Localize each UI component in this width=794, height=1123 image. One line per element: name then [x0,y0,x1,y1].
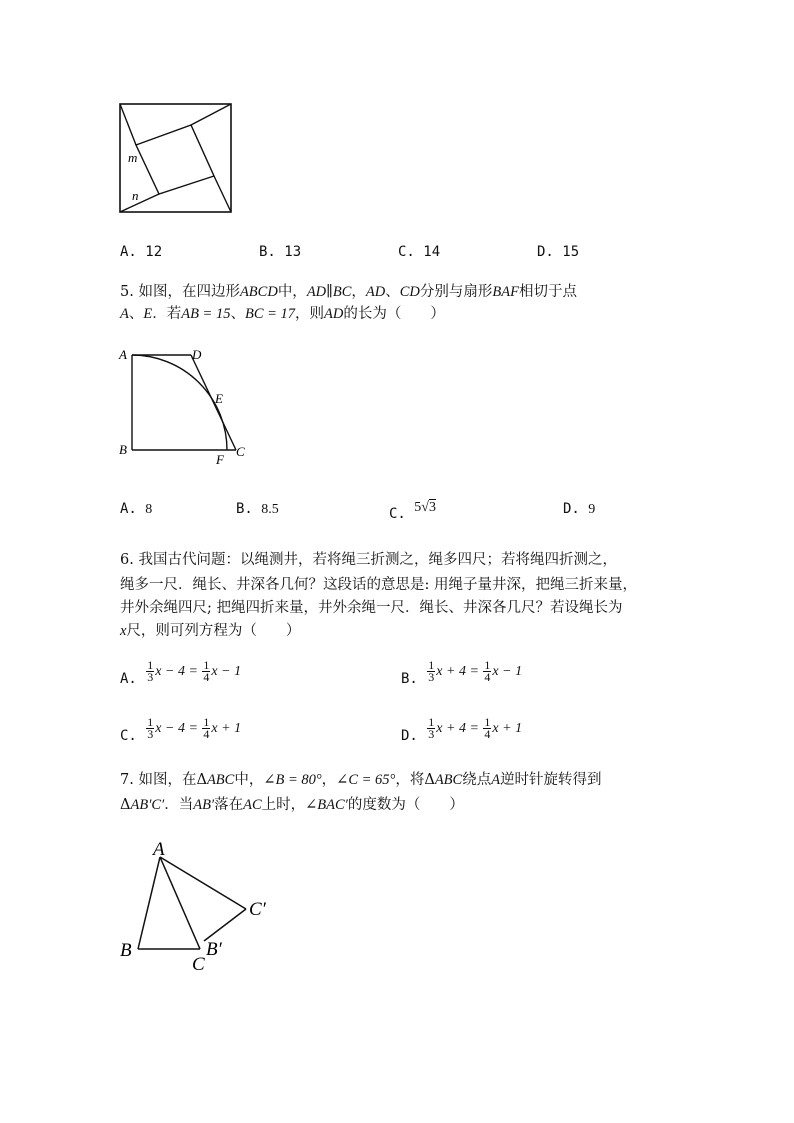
option-letter: A. [120,501,137,517]
numerator: 1 [203,658,210,672]
math: AC [243,797,262,813]
q6-option-a[interactable] [120,658,242,687]
math: BAF [492,284,519,300]
denominator: 3 [147,670,154,684]
numerator: 1 [203,715,210,729]
q6-option-c[interactable] [120,715,242,744]
text: Δ [196,772,207,788]
option-letter: D. [537,244,554,260]
expression: x + 1 [211,720,242,736]
q4-figure [115,98,240,218]
expression: x − 4 = [155,663,198,679]
question-number: 5. [120,284,134,300]
denominator: 3 [428,727,435,741]
text: 、 [385,284,400,300]
math: ABCD [239,284,278,300]
label-A: A [153,839,165,860]
numerator: 1 [428,658,435,672]
math: BC = 17 [244,306,296,322]
label-A: A [119,347,127,362]
q5-line-1 [120,281,577,303]
radicand: 3 [428,500,436,515]
expression: x − 4 = [155,720,198,736]
text: ．当 [164,797,194,813]
segment-1 [120,104,136,145]
math: E [143,306,153,322]
text: 7. 如图，在 [120,772,197,788]
denominator: 4 [203,727,210,741]
text: 落在 [214,797,244,813]
option-letter: D. [563,501,580,517]
label-m: m [128,150,138,165]
option-letter: B. [259,244,276,260]
math: AD∥BC [306,284,352,300]
segment-4 [120,194,159,212]
option-value: 15 [562,244,580,260]
option-letter: A. [120,670,137,687]
text: 的长为（ ） [343,306,445,322]
text: ，将 [395,772,425,788]
label-C: C [192,954,205,975]
numerator: 1 [147,658,154,672]
option-value: 14 [423,244,441,260]
option-value: 12 [145,244,163,260]
text: 如图，在四边形 [138,284,240,300]
math: ∠C = 65° [336,772,396,788]
q5-option-a[interactable] [120,501,152,518]
expression: x + 1 [492,720,523,736]
text: 上时， [261,797,306,813]
math: AD [365,284,386,300]
denominator: 4 [203,670,210,684]
label-n: n [132,188,139,203]
q6-option-b[interactable] [401,658,523,687]
q5-option-c[interactable] [389,500,436,523]
option-letter: A. [120,244,137,260]
math: ABC [434,772,463,788]
inner-square [136,125,214,194]
numerator: 1 [484,658,491,672]
q6-line-3: 井外余绳四尺; 把绳四折来量，井外余绳一尺．绳长、井深各几尺？若设绳长为 [120,600,623,616]
q5-option-d[interactable] [563,501,595,518]
denominator: 3 [147,727,154,741]
q6-line-4 [120,620,300,642]
text: 、 [230,306,245,322]
option-value: 8 [145,502,153,517]
numerator: 1 [147,715,154,729]
option-equation [145,658,242,684]
math: AB = 15 [181,306,231,322]
text: 绕点 [462,772,492,788]
side-AC [160,857,200,949]
label-F: F [216,452,224,467]
denominator: 3 [428,670,435,684]
option-letter: C. [120,727,137,744]
text: ， [351,284,366,300]
q5-option-b[interactable] [236,501,279,518]
text: ， [321,772,337,788]
expression: x − 1 [492,663,523,679]
option-letter: B. [401,670,418,687]
side-B-prime-C-prime [204,909,246,941]
option-value: 9 [588,502,596,517]
option-value [414,500,436,515]
side-AB [138,857,160,949]
option-letter: C. [398,244,415,260]
q6-option-d[interactable] [401,715,523,744]
option-value: 13 [284,244,302,260]
q6-line-2: 绳多一尺．绳长、井深各几何？这段话的意思是: 用绳子量井深，把绳三折来量， [120,577,637,593]
q4-option-a[interactable] [120,244,162,260]
segment-2 [191,104,231,125]
numerator: 1 [428,715,435,729]
option-value: 8.5 [261,502,279,517]
math: ∠B = 80° [263,772,322,788]
math: CD [399,284,420,300]
text: ．若 [152,306,182,322]
q7-line-1 [120,769,602,791]
text: Δ [120,797,131,813]
text: 、 [128,306,144,322]
text: 的度数为（ ） [347,797,464,813]
segment-3 [214,176,231,212]
q4-option-c[interactable] [398,244,440,260]
text: 尺，则可列方程为（ ） [126,623,301,639]
math: AB′ [193,797,215,813]
option-letter: B. [236,501,253,517]
label-B: B [119,442,127,457]
text: ，则 [295,306,325,322]
option-letter: C. [389,506,406,522]
text: 逆时针旋转得到 [500,772,602,788]
math: ∠BAC′ [305,797,348,813]
sqrt-sign: √ [421,500,429,515]
expression: x + 4 = [436,663,479,679]
math: x [120,623,127,639]
q7-line-2 [120,794,464,816]
option-letter: D. [401,727,418,744]
label-C-prime: C′ [249,899,266,920]
label-C: C [236,444,245,459]
denominator: 4 [484,670,491,684]
math: A [120,306,129,322]
label-B-prime: B′ [206,939,222,960]
option-equation [426,658,523,684]
q4-option-b[interactable] [259,244,301,260]
text: 中， [277,284,307,300]
radical-coefficient: 5 [414,500,422,515]
expression: x + 4 = [436,720,479,736]
numerator: 1 [484,715,491,729]
option-equation [145,715,242,741]
math: AD [324,306,344,322]
q6-line-1: 6. 我国古代问题：以绳测井，若将绳三折测之，绳多四尺；若将绳四折测之， [120,552,617,568]
label-B: B [120,940,132,961]
label-D: D [192,347,202,362]
math: ABC [206,772,235,788]
q5-line-2 [120,303,445,325]
label-E: E [215,391,223,406]
expression: x − 1 [211,663,242,679]
math: AB′C′ [130,797,165,813]
q4-option-d[interactable] [537,244,579,260]
text: 分别与扇形 [419,284,493,300]
option-equation [426,715,523,741]
side-AC-prime [160,857,246,909]
denominator: 4 [484,727,491,741]
q5-figure [115,342,255,470]
text: 相切于点 [518,284,577,300]
text: 中， [234,772,264,788]
q7-figure [115,835,285,980]
text: Δ [424,772,435,788]
math: A [491,772,501,788]
